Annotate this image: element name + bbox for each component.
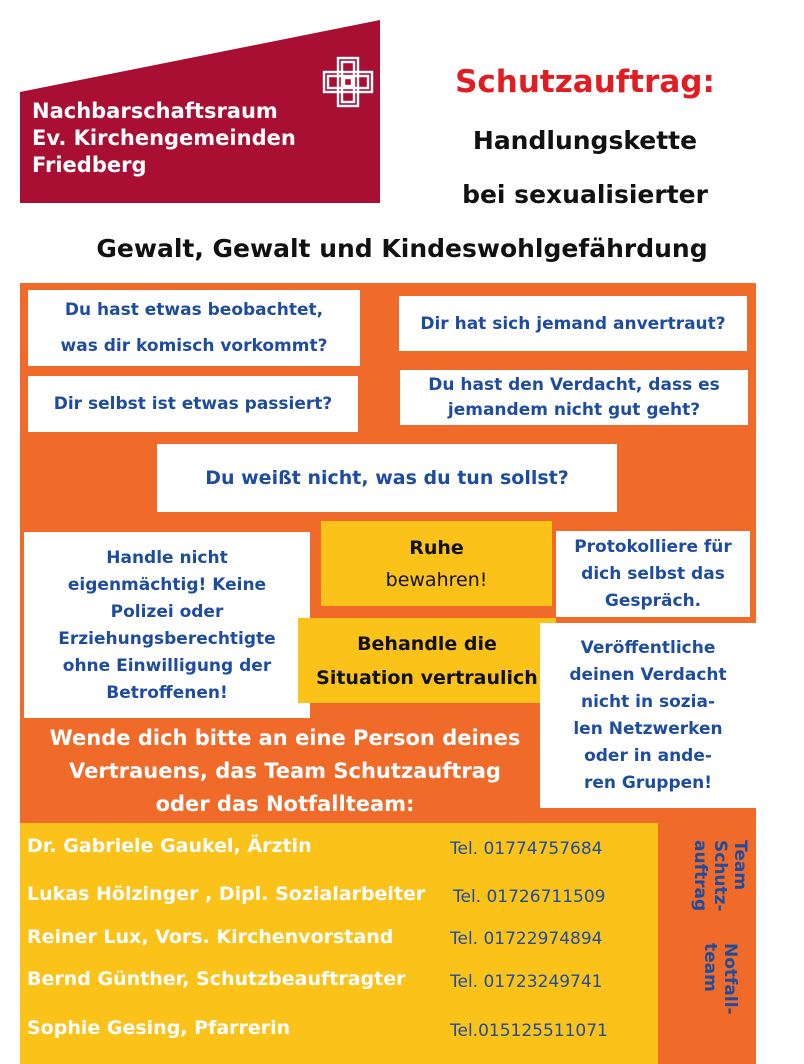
emergency-label-line-2: team <box>700 943 720 992</box>
subtitle-line-3: Gewalt, Gewalt und Kindeswohlgefährdung <box>96 234 708 263</box>
contact-phone[interactable]: Tel.015125511071 <box>450 1021 608 1041</box>
advice-confidential-line-2: Situation vertraulich <box>316 666 538 689</box>
org-name <box>32 98 296 179</box>
situation-confided: Dir hat sich jemand anvertraut? <box>399 296 747 351</box>
advice-not-alone-line: Betroffenen! <box>106 683 228 703</box>
contact-name: Lukas Hölzinger , Dipl. Sozialarbeiter <box>27 883 426 905</box>
situation-happened: Dir selbst ist etwas passiert? <box>28 376 358 432</box>
advice-no-social-line: ren Gruppen! <box>583 772 713 793</box>
notfallteam-label <box>695 938 745 1028</box>
org-name-line-2: Ev. Kirchengemeinden <box>32 126 296 150</box>
situation-unsure: Du weißt nicht, was du tun sollst? <box>157 444 617 512</box>
advice-not-alone-line: ohne Einwilligung der <box>62 656 272 676</box>
advice-not-alone-line: Polizei oder <box>110 602 224 622</box>
contact-phone[interactable]: Tel. 01723249741 <box>450 972 603 992</box>
situation-observed-line-2: was dir komisch vorkommt? <box>60 336 328 356</box>
advice-no-social-line: nicht in sozia- <box>580 691 716 712</box>
advice-calm-text: bewahren! <box>385 568 488 591</box>
contact-name: Reiner Lux, Vors. Kirchenvorstand <box>27 926 394 948</box>
contact-phone[interactable]: Tel. 01722974894 <box>450 929 603 949</box>
team-label-line-2: Schutz- <box>710 840 730 912</box>
situation-observed-line-1: Du hast etwas beobachtet, <box>64 300 324 320</box>
contact-name: Dr. Gabriele Gaukel, Ärztin <box>27 835 312 857</box>
advice-confidential-line-1: Behandle die <box>357 632 497 655</box>
contact-name: Sophie Gesing, Pfarrerin <box>27 1017 291 1039</box>
contact-appeal <box>30 722 540 821</box>
subtitle-line-1: Handlungskette <box>472 126 698 155</box>
advice-calm <box>321 521 552 606</box>
advice-no-social-line: len Netzwerken <box>573 718 723 739</box>
advice-calm-heading: Ruhe <box>409 536 464 559</box>
advice-no-social <box>540 623 756 808</box>
contact-appeal-line: oder das Notfallteam: <box>155 792 415 816</box>
contact-phone[interactable]: Tel. 01774757684 <box>450 839 603 859</box>
advice-protocol <box>556 531 750 617</box>
situation-suspicion-line-1: Du hast den Verdacht, dass es <box>428 374 720 395</box>
advice-not-alone-line: Erziehungsberechtigte <box>58 629 276 649</box>
contact-appeal-line: Wende dich bitte an eine Person deines <box>49 726 521 750</box>
org-name-line-3: Friedberg <box>32 153 147 177</box>
advice-no-social-line: oder in ande- <box>584 745 712 766</box>
situation-suspicion-line-2: jemandem nicht gut geht? <box>447 399 701 420</box>
contact-appeal-line: Vertrauens, das Team Schutzauftrag <box>69 759 501 783</box>
cross-emblem-icon <box>320 56 376 108</box>
page-title: Schutzauftrag: <box>455 64 715 100</box>
contact-name: Bernd Günther, Schutzbeauftragter <box>27 968 406 990</box>
emergency-label-line-1: Notfall- <box>720 943 740 1015</box>
advice-no-social-line: deinen Verdacht <box>569 664 727 685</box>
situation-suspicion <box>400 370 748 425</box>
situation-observed <box>28 290 360 366</box>
advice-not-alone-line: eigenmächtig! Keine <box>67 575 267 595</box>
contact-phone[interactable]: Tel. 01726711509 <box>453 887 606 907</box>
subtitle-line-2: bei sexualisierter <box>462 180 708 209</box>
advice-not-alone <box>24 532 310 718</box>
advice-protocol-line: Gespräch. <box>604 590 702 611</box>
team-label-line-3: auftrag <box>690 840 710 912</box>
advice-not-alone-line: Handle nicht <box>106 548 228 568</box>
advice-no-social-line: Veröffentliche <box>580 637 716 658</box>
org-name-line-1: Nachbarschaftsraum <box>32 99 278 123</box>
team-label-line-1: Team <box>730 840 750 891</box>
advice-confidential <box>298 618 556 703</box>
team-schutzauftrag-label <box>690 830 750 930</box>
advice-protocol-line: Protokolliere für <box>574 536 732 557</box>
advice-protocol-line: dich selbst das <box>581 563 725 584</box>
